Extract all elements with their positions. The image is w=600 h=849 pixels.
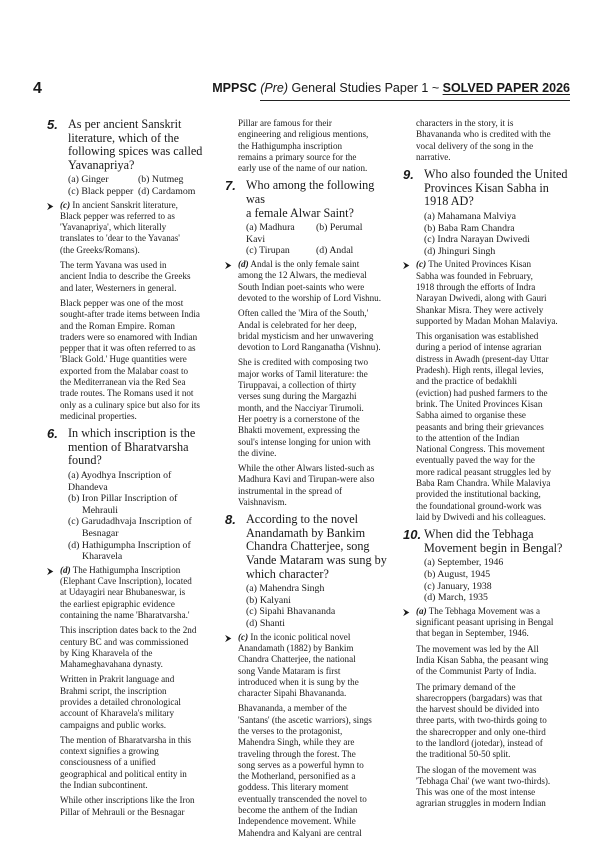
explanation-line: Chandra Chatterjee, the national [238, 654, 356, 665]
question-number: 9. [403, 167, 414, 183]
option-c: (c) Sipahi Bhavananda [246, 606, 336, 618]
explanation-line: sharecroppers (bargadars) was that [416, 692, 543, 703]
explanation-line: Bhavananda who is credited with the [416, 129, 551, 140]
question-text: Who also founded the United [424, 167, 568, 182]
explanation-line: The United Provinces Kisan [428, 259, 531, 270]
explanation-line: In ancient Sanskrit literature, [72, 199, 178, 210]
explanation-line: introduced when it is sung by the [238, 676, 359, 687]
explanation-line: This inscription dates back to the 2nd [60, 625, 197, 636]
explanation-paragraph [225, 463, 388, 508]
explanation-line: Bhakti movement, expressing the [238, 425, 360, 436]
question-text: Chandra Chatterjee, song [246, 539, 370, 554]
explanation-paragraph [225, 308, 388, 353]
option-c-cont: Besnagar [82, 527, 119, 539]
answer-pointer-icon: ⮞ [403, 260, 410, 271]
explanation-line: Sabha aimed to organise these [416, 410, 526, 421]
question-9 [403, 168, 568, 209]
option-a: (a) Madhura Kavi [246, 222, 295, 245]
option-d: (d) Shanti [246, 618, 285, 630]
explanation-line: ancient India to describe the Greeks [60, 271, 191, 282]
explanation-line: 'Tebhaga Chai' (we want two-thirds). [416, 775, 551, 786]
answer-key: (c) [238, 631, 249, 642]
explanation-line: Sabha was founded in February, [416, 270, 533, 281]
explanation-line: peasants and bring their grievances [416, 421, 544, 432]
explanation-line: the Hathigumpha inscription [238, 140, 343, 151]
explanation-line: Pillar of Mehrauli or the Besnagar [60, 806, 185, 817]
explanation-line: verses sung during the Margazhi [238, 391, 357, 402]
explanation-line: (eviction) had pushed farmers to the [416, 387, 548, 398]
answer-key: (c) [416, 259, 427, 270]
explanation-line: Pradesh). High rents, illegal levies, [416, 365, 544, 376]
explanation-line: song serves as a powerful hymn to [238, 759, 364, 770]
question-text: Movement begin in Bengal? [424, 540, 563, 555]
explanation-line: characters in the story, it is [416, 118, 514, 128]
explanation-line: account of Kharavela's military [60, 708, 175, 719]
explanation-line: The Tebhaga Movement was a [428, 605, 541, 616]
explanation-line: campaigns and public works. [60, 719, 167, 730]
answer-explanation [403, 259, 568, 327]
explanation-line: century BC and was commissioned [60, 636, 189, 647]
explanation-line: (the Greeks/Romans). [60, 244, 140, 255]
explanation-line: She is credited with composing two [238, 357, 369, 368]
option-b: (b) August, 1945 [424, 568, 491, 580]
explanation-line: Written in Prakrit language and [60, 674, 175, 685]
explanation-line: eventually transcended the novel to [238, 793, 367, 804]
answer-explanation [225, 259, 388, 304]
title-pre: (Pre) [260, 81, 288, 95]
explanation-line: by King Kharavela of the [60, 647, 153, 658]
explanation-line: remains a primary source for the [238, 151, 357, 162]
explanation-line: trade routes. The Romans used it not [60, 388, 194, 399]
explanation-line: early use of the name of our nation. [238, 163, 368, 174]
option-b: (b) Perumal [316, 222, 363, 234]
question-text: When did the Tebhaga [424, 527, 534, 542]
explanation-line: Baba Ram Chandra. While Malaviya [416, 477, 551, 488]
explanation-line: Black pepper was referred to as [60, 210, 175, 221]
explanation-line: Anandamath (1882) by Bankim [238, 642, 354, 653]
column-3 [403, 118, 568, 810]
explanation-line: among the 12 Alwars, the medieval [238, 270, 367, 281]
explanation-line: This was one of the most intense [416, 787, 536, 798]
explanation-line: medicinal properties. [60, 410, 137, 421]
option-b-cont: Mehrauli [82, 504, 118, 516]
explanation-line: While the other Alwars listed-such as [238, 463, 375, 474]
explanation-line: only as a culinary spice but also for its [60, 399, 200, 410]
explanation-line: supported by Madan Mohan Malaviya. [416, 315, 558, 326]
explanation-line: eventually paved the way for the [416, 455, 535, 466]
option-b: (b) Nutmeg [138, 174, 184, 186]
explanation-line: provided the institutional backing, [416, 489, 541, 500]
explanation-line: the verses to the protagonist, [238, 726, 343, 736]
explanation-paragraph [47, 298, 207, 422]
question-8 [225, 513, 388, 581]
explanation-line: 1918 through the efforts of Indra [416, 281, 536, 292]
question-5 [47, 118, 207, 172]
explanation-line: at Udayagiri near Bhubaneswar, is [60, 587, 186, 598]
explanation-paragraph [47, 625, 207, 670]
option-c: (c) Garudadhvaja Inscription of [68, 516, 192, 528]
explanation-paragraph [225, 118, 388, 174]
option-d: (d) March, 1935 [424, 592, 488, 604]
explanation-line: major works of Tamil literature: the [238, 368, 368, 379]
explanation-line: goddess. This literary moment [238, 782, 349, 793]
explanation-line: the earliest epigraphic evidence [60, 598, 175, 609]
explanation-line: In the iconic political novel [250, 631, 351, 642]
option-b: (b) Iron Pillar Inscription of [68, 493, 178, 505]
answer-pointer-icon: ⮞ [225, 260, 232, 271]
explanation-line: soul's intense longing for union with [238, 436, 371, 447]
explanation-line: consciousness of a unified [60, 757, 156, 768]
explanation-line: Shankar Misra. They were actively [416, 304, 544, 315]
explanation-line: The primary demand of the [416, 681, 516, 692]
option-a: (a) Mahamana Malviya [424, 210, 516, 222]
explanation-paragraph [403, 644, 568, 678]
question-number: 10. [403, 527, 422, 543]
explanation-line: translates to 'dear to the Yavanas' [60, 233, 180, 244]
question-text: Yavanapriya? [68, 157, 135, 172]
answer-key: (d) [238, 259, 249, 270]
explanation-line: laid by Dwivedi and his colleagues. [416, 511, 546, 522]
explanation-line: more radical peasant struggles led by [416, 466, 552, 477]
answer-explanation [403, 606, 568, 640]
page-number: 4 [33, 80, 42, 97]
explanation-line: The term Yavana was used in [60, 260, 167, 271]
explanation-line: containing the name 'Bharatvarsha.' [60, 609, 190, 620]
answer-explanation [225, 632, 388, 700]
question-text: Provinces Kisan Sabha in [424, 180, 549, 195]
explanation-line: traders were so enamored with Indian [60, 331, 198, 342]
explanation-line: Tiruppavai, a collection of thirty [238, 380, 357, 391]
explanation-line: and the Roman Empire. Roman [60, 320, 175, 331]
explanation-line: vocal delivery of the song in the [416, 140, 534, 151]
book-title [212, 81, 570, 95]
explanation-paragraph [47, 735, 207, 791]
explanation-paragraph [47, 795, 207, 818]
explanation-line: distress in Awadh (present-day Uttar [416, 353, 549, 364]
option-c: (c) Indra Narayan Dwivedi [424, 234, 530, 246]
answer-pointer-icon: ⮞ [225, 632, 232, 643]
question-text: literature, which of the [68, 130, 179, 145]
title-mppsc: MPPSC [212, 81, 257, 95]
explanation-line: narrative. [416, 151, 451, 162]
answer-key: (c) [60, 199, 71, 210]
answer-pointer-icon: ⮞ [47, 200, 54, 211]
question-text: which character? [246, 566, 329, 581]
option-c: (c) January, 1938 [424, 580, 492, 592]
option-a: (a) Ginger [68, 174, 109, 186]
explanation-line: While other inscriptions like the Iron [60, 795, 195, 806]
explanation-line: geographical and political entity in [60, 768, 187, 779]
explanation-line: to the attention of the Indian [416, 432, 520, 443]
options-row [47, 186, 207, 198]
question-number: 7. [225, 178, 236, 194]
explanation-paragraph [403, 765, 568, 810]
explanation-line: Andal is celebrated for her deep, [238, 319, 357, 330]
explanation-line: to the landlord (jotedar), instead of [416, 738, 543, 748]
question-number: 6. [47, 426, 58, 442]
answer-pointer-icon: ⮞ [403, 606, 410, 617]
explanation-line: the foundational ground-work was [416, 500, 542, 511]
explanation-line: The movement was led by the All [416, 643, 539, 654]
explanation-line: three parts, with two-thirds going to [416, 715, 547, 726]
explanation-line: Her poetry is a cornerstone of the [238, 413, 360, 424]
explanation-line: Madhura Kavi and Tirupan-were also [238, 474, 375, 485]
question-text: According to the novel [246, 512, 359, 527]
page-header [30, 80, 570, 100]
title-subject: General Studies Paper 1 ~ [291, 81, 440, 95]
explanation-line: exported from the Malabar coast to [60, 365, 189, 376]
question-text: a female Alwar Saint? [246, 205, 354, 220]
explanation-line: pepper that it was often referred to as [60, 343, 196, 354]
explanation-line: Often called the 'Mira of the South,' [238, 308, 369, 319]
explanation-line: the traditional 50-50 split. [416, 749, 511, 760]
explanation-line: 'Yavanapriya', which literally [60, 222, 167, 233]
option-a: (a) September, 1946 [424, 557, 504, 569]
answer-key: (d) [60, 564, 71, 575]
explanation-line: sought-after trade items between India [60, 309, 200, 320]
explanation-line: that began in September, 1946. [416, 628, 529, 639]
option-a: (a) Ayodhya Inscription of Dhandeva [68, 469, 172, 493]
explanation-line: context signifies a growing [60, 746, 159, 757]
answer-pointer-icon: ⮞ [47, 565, 54, 576]
explanation-line: month, and the Nacciyar Tirumoli. [238, 402, 364, 413]
explanation-line: instrumental in the spread of [238, 485, 343, 496]
question-7 [225, 179, 388, 220]
option-a: (a) Mahendra Singh [246, 583, 325, 595]
explanation-line: This organisation was established [416, 331, 539, 342]
option-c: (c) Tirupan [246, 245, 290, 257]
explanation-paragraph [225, 357, 388, 459]
option-b: (b) Baba Ram Chandra [424, 222, 515, 234]
question-text: 1918 AD? [424, 194, 474, 209]
question-text: found? [68, 453, 102, 468]
explanation-line: agrarian struggles in modern Indian [416, 798, 546, 809]
explanation-paragraph [47, 674, 207, 730]
explanation-line: India Kisan Sabha, the peasant wing [416, 654, 549, 665]
header-rule [260, 100, 570, 101]
title-solved-paper: SOLVED PAPER 2026 [442, 81, 570, 95]
explanation-line: significant peasant uprising in Bengal [416, 617, 554, 628]
explanation-paragraph [403, 331, 568, 523]
explanation-line: 'Black Gold.' Huge quantities were [60, 354, 187, 365]
question-10 [403, 528, 568, 555]
options-row [225, 222, 388, 245]
explanation-line: Vaishnavism. [238, 496, 287, 507]
explanation-line: of the Communist Party of India. [416, 666, 537, 677]
explanation-line: Andal is the only female saint [250, 259, 360, 270]
explanation-line: (Elephant Cave Inscription), located [60, 576, 192, 587]
options-row [225, 245, 388, 257]
question-text: mention of Bharatvarsha [68, 439, 189, 454]
question-6 [47, 427, 207, 468]
explanation-line: the divine. [238, 447, 277, 458]
explanation-line: become the anthem of the Indian [238, 805, 358, 816]
question-text: In which inscription is the [68, 426, 196, 441]
column-1 [47, 118, 207, 818]
explanation-line: the sharecropper and only one-third [416, 726, 546, 737]
answer-explanation [47, 565, 207, 621]
option-d: (d) Jhinguri Singh [424, 245, 496, 257]
explanation-line: the Indian subcontinent. [60, 780, 148, 791]
explanation-line: traveling through the forest. The [238, 748, 356, 759]
explanation-paragraph [225, 703, 388, 839]
option-d: (d) Cardamom [138, 185, 196, 197]
option-d-cont: Kharavela [82, 551, 123, 563]
explanation-line: National Congress. This movement [416, 444, 545, 455]
explanation-paragraph [403, 118, 568, 163]
explanation-line: Narayan Dwivedi, along with Gauri [416, 293, 547, 304]
explanation-line: devoted to the worship of Lord Vishnu. [238, 292, 381, 303]
explanation-paragraph [403, 682, 568, 761]
explanation-line: engineering and religious mentions, [238, 129, 369, 140]
explanation-line: character Sipahi Bhavananda. [238, 688, 347, 699]
explanation-line: The mention of Bharatvarsha in this [60, 734, 192, 745]
explanation-line: Black pepper was one of the most [60, 297, 184, 308]
explanation-line: Bhavananda, a member of the [238, 703, 347, 714]
explanation-line: The slogan of the movement was [416, 764, 537, 775]
question-number: 5. [47, 117, 58, 132]
explanation-line: bridal mysticism and her unwavering [238, 330, 374, 341]
explanation-line: provides a detailed chronological [60, 697, 181, 707]
explanation-line: The Hathigumpha Inscription [72, 564, 181, 575]
question-text: Vande Mataram was sung by [246, 553, 387, 568]
question-text: As per ancient Sanskrit [68, 117, 182, 131]
explanation-line: and later, Westerners in general. [60, 282, 177, 293]
explanation-line: Mahendra Singh, while they are [238, 737, 355, 748]
explanation-line: during a period of intense agrarian [416, 342, 542, 353]
explanation-line: brink. The United Provinces Kisan [416, 398, 543, 409]
explanation-line: Brahmi script, the inscription [60, 685, 167, 696]
explanation-line: the Motherland, personified as a [238, 771, 356, 782]
explanation-line: Independence movement. While [238, 816, 356, 827]
question-text: following spices was called [68, 144, 203, 159]
option-d: (d) Hathigumpha Inscription of [68, 539, 191, 551]
explanation-line: devotion to Lord Ranganatha (Vishnu). [238, 342, 381, 353]
option-c: (c) Black pepper [68, 185, 134, 197]
question-text: Anandamath by Bankim [246, 525, 366, 540]
option-b: (b) Kalyani [246, 594, 291, 606]
explanation-line: Pillar are famous for their [238, 118, 332, 128]
explanation-line: the harvest should be divided into [416, 704, 539, 715]
explanation-paragraph [47, 260, 207, 294]
column-2 [225, 118, 388, 839]
answer-explanation [47, 200, 207, 256]
explanation-line: Mahendra and Kalyani are central [238, 827, 362, 838]
explanation-line: South Indian poet-saints who were [238, 281, 365, 292]
question-text: Who among the following was [246, 178, 375, 207]
question-number: 8. [225, 512, 236, 528]
explanation-line: 'Santans' (the ascetic warriors), sings [238, 714, 372, 725]
explanation-line: song Vande Mataram is first [238, 665, 341, 676]
explanation-line: Mahameghavahana dynasty. [60, 659, 163, 670]
explanation-line: the Mediterranean via the Red Sea [60, 377, 186, 388]
answer-key: (a) [416, 605, 427, 616]
explanation-line: and the practice of bedakhli [416, 376, 517, 387]
options-row [47, 174, 207, 186]
option-d: (d) Andal [316, 245, 354, 257]
